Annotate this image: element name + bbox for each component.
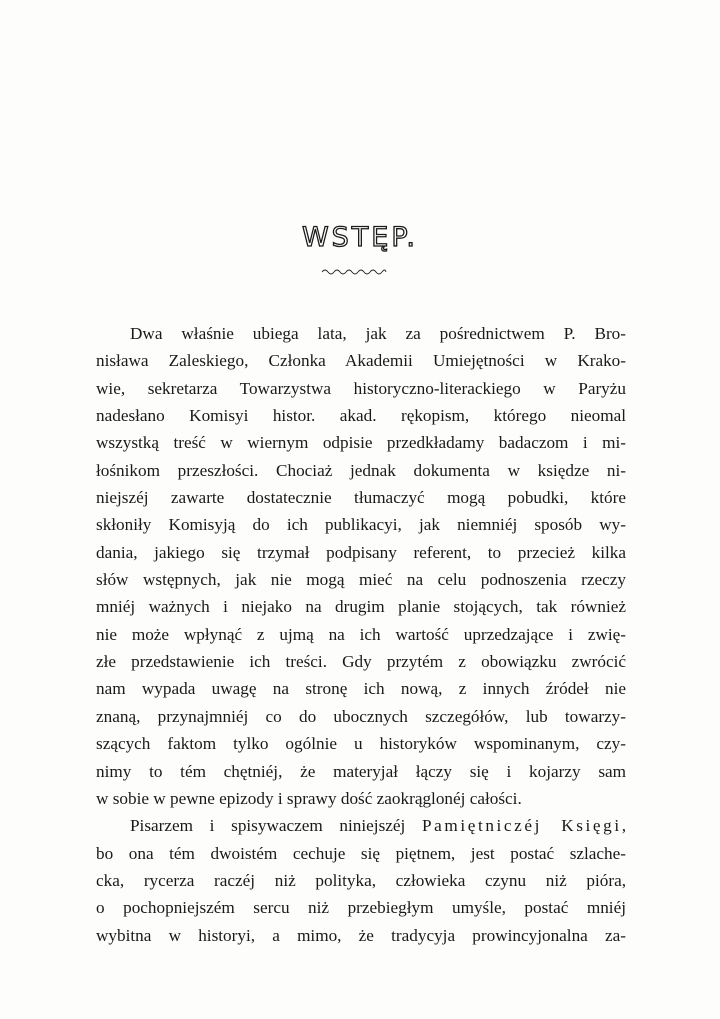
paragraph-2 [96, 812, 626, 949]
lead-end-text: , [621, 816, 626, 836]
text-line: cka, rycerza raczéj niż polityka, człowieka czynu niż pióra, [96, 870, 626, 890]
text-line: skłoniły Komisyją do ich publikacyi, jak niemniéj sposób wy- [96, 515, 626, 535]
text-line: bo ona tém dwoistém cechuje się piętnem, jest postać szlache- [96, 843, 626, 863]
text-line: wie, sekretarza Towarzystwa historyczno-literackiego w Paryżu [96, 378, 626, 398]
spaced-title-text: Pamiętniczéj Księgi [421, 816, 622, 836]
title-ornament-icon [321, 266, 387, 276]
text-line: mniéj ważnych i niejako na drugim planie stojących, tak również [96, 597, 626, 617]
text-line: nie może wpłynąć z ujmą na ich wartość uprzedzające i zwię- [96, 624, 626, 644]
text-line: znaną, przynajmniéj co do ubocznych szczegółów, lub towarzy- [96, 706, 626, 726]
paragraph-1 [96, 320, 626, 812]
text-line: szących faktom tylko ogólnie u historyków wspominanym, czy- [96, 734, 626, 754]
body-text [96, 320, 626, 949]
text-line: wybitna w historyi, a mimo, że tradycyja prowincyjonalna za- [96, 925, 626, 945]
lead-text: Pisarzem i spisywaczem niniejszéj [130, 816, 422, 836]
text-line: łośnikom przeszłości. Chociaż jednak dokumenta w księdze ni- [96, 460, 626, 480]
text-line: nimy to tém chętniéj, że materyjał łączy się i kojarzy sam [96, 761, 626, 781]
text-line-lead [96, 812, 626, 839]
text-line: nisława Zaleskiego, Członka Akademii Umiejętności w Krako- [96, 351, 626, 371]
text-line: Dwa właśnie ubiega lata, jak za pośrednictwem P. Bro- [130, 324, 626, 343]
text-line: wszystką treść w wiernym odpisie przedkładamy badaczom i mi- [96, 433, 626, 453]
text-line: złe przedstawienie ich treści. Gdy przytém z obowiązku zwrócić [96, 652, 626, 672]
text-line: nam wypada uwagę na stronę ich nową, z innych źródeł nie [96, 679, 626, 699]
text-line: nadesłano Komisyi histor. akad. rękopism, którego nieomal [96, 406, 626, 426]
text-line: dania, jakiego się trzymał podpisany referent, to przecież kilka [96, 542, 626, 562]
text-line: niejszéj zawarte dostatecznie tłumaczyć mogą pobudki, które [96, 488, 626, 508]
chapter-title: WSTĘP. [301, 222, 419, 253]
text-line: słów wstępnych, jak nie mogą mieć na celu podnoszenia rzeczy [96, 570, 626, 590]
text-line: o pochopniejszém sercu niż przebiegłym umyśle, postać mniéj [96, 898, 626, 918]
text-line: w sobie w pewne epizody i sprawy dość zaokrąglonéj całości. [96, 788, 522, 808]
